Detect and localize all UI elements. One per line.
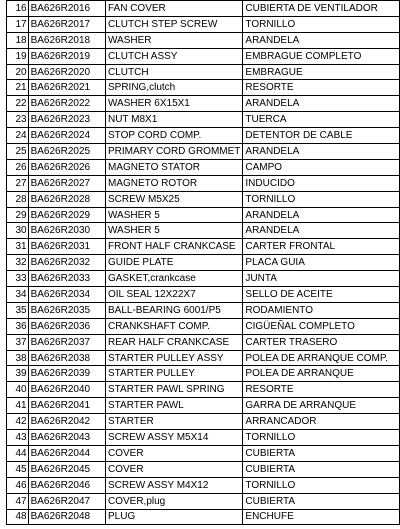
part-description-english: CLUTCH ASSY <box>105 48 242 64</box>
table-row <box>7 128 400 144</box>
part-number-index: 29 <box>7 207 29 223</box>
part-code: BA626R2042 <box>28 414 105 430</box>
part-number-index: 30 <box>7 223 29 239</box>
part-description-spanish: INDUCIDO <box>243 175 400 191</box>
table-row <box>7 461 400 477</box>
part-description-spanish: ARANDELA <box>243 96 400 112</box>
part-number-index: 25 <box>7 144 29 160</box>
table-row <box>7 302 400 318</box>
table-row <box>7 207 400 223</box>
part-description-english: PRIMARY CORD GROMMET <box>105 144 242 160</box>
table-row <box>7 382 400 398</box>
part-description-english: COVER <box>105 461 242 477</box>
part-code: BA626R2019 <box>28 48 105 64</box>
part-description-spanish: TORNILLO <box>243 477 400 493</box>
table-row <box>7 334 400 350</box>
part-code: BA626R2020 <box>28 64 105 80</box>
part-description-spanish: CARTER FRONTAL <box>243 239 400 255</box>
table-row <box>7 112 400 128</box>
part-description-english: COVER <box>105 445 242 461</box>
part-code: BA626R2040 <box>28 382 105 398</box>
part-description-english: STOP CORD COMP. <box>105 128 242 144</box>
part-description-english: CRANKSHAFT COMP. <box>105 318 242 334</box>
part-code: BA626R2037 <box>28 334 105 350</box>
part-number-index: 24 <box>7 128 29 144</box>
part-description-spanish: EMBRAGUE <box>243 64 400 80</box>
part-description-spanish: ARANDELA <box>243 223 400 239</box>
part-number-index: 44 <box>7 445 29 461</box>
part-number-index: 16 <box>7 1 29 17</box>
part-description-english: MAGNETO STATOR <box>105 159 242 175</box>
part-description-english: STARTER PULLEY <box>105 366 242 382</box>
parts-list-body <box>7 1 400 525</box>
part-number-index: 40 <box>7 382 29 398</box>
table-row <box>7 350 400 366</box>
part-code: BA626R2047 <box>28 493 105 509</box>
table-row <box>7 1 400 17</box>
part-code: BA626R2029 <box>28 207 105 223</box>
part-description-spanish: TUERCA <box>243 112 400 128</box>
part-code: BA626R2034 <box>28 287 105 303</box>
part-code: BA626R2035 <box>28 302 105 318</box>
part-description-spanish: CAMPO <box>243 159 400 175</box>
part-description-english: OIL SEAL 12X22X7 <box>105 287 242 303</box>
part-code: BA626R2039 <box>28 366 105 382</box>
part-description-spanish: ARANDELA <box>243 144 400 160</box>
part-code: BA626R2021 <box>28 80 105 96</box>
part-code: BA626R2041 <box>28 398 105 414</box>
part-code: BA626R2046 <box>28 477 105 493</box>
table-row <box>7 318 400 334</box>
table-row <box>7 255 400 271</box>
part-description-english: WASHER 6X15X1 <box>105 96 242 112</box>
table-row <box>7 287 400 303</box>
part-description-english: SPRING,clutch <box>105 80 242 96</box>
part-description-spanish: CARTER TRASERO <box>243 334 400 350</box>
part-description-spanish: JUNTA <box>243 271 400 287</box>
part-description-spanish: POLEA DE ARRANQUE COMP. <box>243 350 400 366</box>
part-description-english: BALL-BEARING 6001/P5 <box>105 302 242 318</box>
table-row <box>7 493 400 509</box>
part-description-english: NUT M8X1 <box>105 112 242 128</box>
part-description-spanish: SELLO DE ACEITE <box>243 287 400 303</box>
part-description-english: STARTER PAWL <box>105 398 242 414</box>
part-description-spanish: CUBIERTA <box>243 461 400 477</box>
part-code: BA626R2017 <box>28 16 105 32</box>
part-code: BA626R2044 <box>28 445 105 461</box>
part-description-spanish: EMBRAGUE COMPLETO <box>243 48 400 64</box>
part-number-index: 43 <box>7 430 29 446</box>
part-description-spanish: ARRANCADOR <box>243 414 400 430</box>
part-description-spanish: PLACA GUIA <box>243 255 400 271</box>
part-description-spanish: CUBIERTA <box>243 493 400 509</box>
part-number-index: 38 <box>7 350 29 366</box>
part-description-spanish: CIGÜEÑAL COMPLETO <box>243 318 400 334</box>
table-row <box>7 32 400 48</box>
part-number-index: 39 <box>7 366 29 382</box>
part-description-spanish: GARRA DE ARRANQUE <box>243 398 400 414</box>
table-row <box>7 64 400 80</box>
part-number-index: 23 <box>7 112 29 128</box>
part-description-english: CLUTCH STEP SCREW <box>105 16 242 32</box>
part-code: BA626R2022 <box>28 96 105 112</box>
part-code: BA626R2016 <box>28 1 105 17</box>
part-description-spanish: TORNILLO <box>243 191 400 207</box>
table-row <box>7 239 400 255</box>
part-description-spanish: ENCHUFE <box>243 509 400 525</box>
table-row <box>7 509 400 525</box>
part-code: BA626R2048 <box>28 509 105 525</box>
table-row <box>7 175 400 191</box>
part-description-spanish: RESORTE <box>243 382 400 398</box>
part-code: BA626R2030 <box>28 223 105 239</box>
table-row <box>7 159 400 175</box>
table-row <box>7 271 400 287</box>
part-code: BA626R2038 <box>28 350 105 366</box>
part-code: BA626R2031 <box>28 239 105 255</box>
part-description-spanish: RODAMIENTO <box>243 302 400 318</box>
part-description-english: MAGNETO ROTOR <box>105 175 242 191</box>
table-row <box>7 223 400 239</box>
table-row <box>7 80 400 96</box>
part-description-english: SCREW M5X25 <box>105 191 242 207</box>
table-row <box>7 430 400 446</box>
part-description-english: STARTER <box>105 414 242 430</box>
part-description-english: CLUTCH <box>105 64 242 80</box>
part-description-english: STARTER PULLEY ASSY <box>105 350 242 366</box>
part-description-english: WASHER <box>105 32 242 48</box>
part-description-spanish: ARANDELA <box>243 32 400 48</box>
table-row <box>7 96 400 112</box>
part-code: BA626R2036 <box>28 318 105 334</box>
part-description-spanish: DETENTOR DE CABLE <box>243 128 400 144</box>
part-number-index: 47 <box>7 493 29 509</box>
part-description-spanish: POLEA DE ARRANQUE <box>243 366 400 382</box>
table-row <box>7 414 400 430</box>
part-code: BA626R2027 <box>28 175 105 191</box>
part-description-english: FRONT HALF CRANKCASE <box>105 239 242 255</box>
part-description-spanish: TORNILLO <box>243 16 400 32</box>
part-description-english: GUIDE PLATE <box>105 255 242 271</box>
part-description-spanish: CUBIERTA DE VENTILADOR <box>243 1 400 17</box>
part-code: BA626R2025 <box>28 144 105 160</box>
part-number-index: 32 <box>7 255 29 271</box>
part-number-index: 33 <box>7 271 29 287</box>
part-number-index: 18 <box>7 32 29 48</box>
part-code: BA626R2045 <box>28 461 105 477</box>
part-description-english: GASKET,crankcase <box>105 271 242 287</box>
table-row <box>7 48 400 64</box>
table-row <box>7 144 400 160</box>
part-code: BA626R2026 <box>28 159 105 175</box>
part-description-english: FAN COVER <box>105 1 242 17</box>
table-row <box>7 445 400 461</box>
part-number-index: 48 <box>7 509 29 525</box>
part-description-english: REAR HALF CRANKCASE <box>105 334 242 350</box>
part-description-spanish: TORNILLO <box>243 430 400 446</box>
part-description-english: COVER,plug <box>105 493 242 509</box>
part-code: BA626R2023 <box>28 112 105 128</box>
part-number-index: 42 <box>7 414 29 430</box>
part-description-english: PLUG <box>105 509 242 525</box>
part-number-index: 31 <box>7 239 29 255</box>
part-number-index: 45 <box>7 461 29 477</box>
part-number-index: 19 <box>7 48 29 64</box>
part-description-spanish: ARANDELA <box>243 207 400 223</box>
part-number-index: 20 <box>7 64 29 80</box>
table-row <box>7 191 400 207</box>
part-description-english: SCREW ASSY M4X12 <box>105 477 242 493</box>
part-description-english: WASHER 5 <box>105 207 242 223</box>
table-row <box>7 398 400 414</box>
part-number-index: 17 <box>7 16 29 32</box>
part-code: BA626R2043 <box>28 430 105 446</box>
part-number-index: 34 <box>7 287 29 303</box>
part-number-index: 27 <box>7 175 29 191</box>
table-row <box>7 16 400 32</box>
part-number-index: 26 <box>7 159 29 175</box>
part-number-index: 46 <box>7 477 29 493</box>
part-description-spanish: RESORTE <box>243 80 400 96</box>
part-number-index: 41 <box>7 398 29 414</box>
part-number-index: 21 <box>7 80 29 96</box>
parts-list-table <box>6 0 400 525</box>
part-description-english: SCREW ASSY M5X14 <box>105 430 242 446</box>
table-row <box>7 477 400 493</box>
part-number-index: 22 <box>7 96 29 112</box>
table-row <box>7 366 400 382</box>
part-code: BA626R2018 <box>28 32 105 48</box>
part-code: BA626R2032 <box>28 255 105 271</box>
part-number-index: 28 <box>7 191 29 207</box>
part-code: BA626R2033 <box>28 271 105 287</box>
part-code: BA626R2028 <box>28 191 105 207</box>
part-description-spanish: CUBIERTA <box>243 445 400 461</box>
part-number-index: 36 <box>7 318 29 334</box>
part-description-english: STARTER PAWL SPRING <box>105 382 242 398</box>
part-number-index: 37 <box>7 334 29 350</box>
part-code: BA626R2024 <box>28 128 105 144</box>
part-description-english: WASHER 5 <box>105 223 242 239</box>
part-number-index: 35 <box>7 302 29 318</box>
